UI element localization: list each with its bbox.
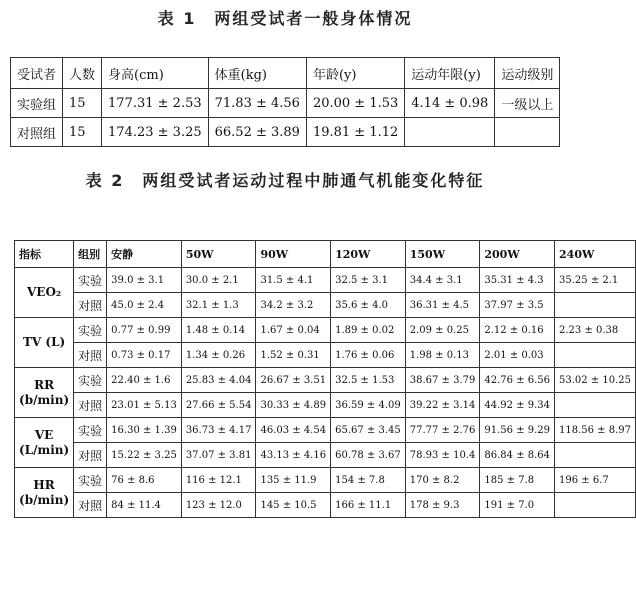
- group-cell: 对照: [74, 393, 107, 418]
- table-cell: 196 ± 6.7: [555, 468, 636, 493]
- table-cell: 34.4 ± 3.1: [405, 268, 480, 293]
- table-cell: 60.78 ± 3.67: [331, 443, 406, 468]
- table-cell: 36.73 ± 4.17: [181, 418, 256, 443]
- table-cell: 25.83 ± 4.04: [181, 368, 256, 393]
- header-cell: 120W: [331, 241, 406, 268]
- table-cell: 0.77 ± 0.99: [107, 318, 182, 343]
- header-cell: 受试者: [11, 58, 63, 89]
- table-row: [15, 343, 636, 368]
- table-row: [15, 368, 636, 393]
- table-cell: 46.03 ± 4.54: [256, 418, 331, 443]
- table-cell: 116 ± 12.1: [181, 468, 256, 493]
- table-cell: 86.84 ± 8.64: [480, 443, 555, 468]
- table-cell: 37.97 ± 3.5: [480, 293, 555, 318]
- table-row: [15, 318, 636, 343]
- table-cell: 43.13 ± 4.16: [256, 443, 331, 468]
- table-cell: [555, 393, 636, 418]
- table-cell: 4.14 ± 0.98: [405, 89, 495, 118]
- indicator-cell: HR (b/min): [15, 468, 74, 518]
- table2-caption: 表 2 两组受试者运动过程中肺通气机能变化特征: [85, 171, 485, 190]
- table-cell: 27.66 ± 5.54: [181, 393, 256, 418]
- table-row: [15, 493, 636, 518]
- table-cell: 20.00 ± 1.53: [306, 89, 404, 118]
- table-cell: 53.02 ± 10.25: [555, 368, 636, 393]
- header-cell: 50W: [181, 241, 256, 268]
- table-row: [15, 393, 636, 418]
- table-cell: 42.76 ± 6.56: [480, 368, 555, 393]
- header-cell: 指标: [15, 241, 74, 268]
- table-cell: 23.01 ± 5.13: [107, 393, 182, 418]
- indicator-cell: VEO₂: [15, 268, 74, 318]
- table-cell: 36.31 ± 4.5: [405, 293, 480, 318]
- table-cell: 16.30 ± 1.39: [107, 418, 182, 443]
- table-cell: 实验组: [11, 89, 63, 118]
- table1-caption: 表 1 两组受试者一般身体情况: [157, 9, 413, 28]
- table-cell: 135 ± 11.9: [256, 468, 331, 493]
- group-cell: 对照: [74, 293, 107, 318]
- table-cell: 26.67 ± 3.51: [256, 368, 331, 393]
- table-cell: 178 ± 9.3: [405, 493, 480, 518]
- table-cell: 76 ± 8.6: [107, 468, 182, 493]
- table-cell: 37.07 ± 3.81: [181, 443, 256, 468]
- table-cell: 39.22 ± 3.14: [405, 393, 480, 418]
- table-cell: 91.56 ± 9.29: [480, 418, 555, 443]
- header-cell: 150W: [405, 241, 480, 268]
- table-row: [11, 89, 560, 118]
- indicator-cell: RR (b/min): [15, 368, 74, 418]
- group-cell: 实验: [74, 268, 107, 293]
- table2-header-row: [15, 241, 636, 268]
- header-cell: 安静: [107, 241, 182, 268]
- table-cell: 78.93 ± 10.4: [405, 443, 480, 468]
- header-cell: 运动级别: [495, 58, 560, 89]
- table-cell: [495, 118, 560, 147]
- table-cell: 1.76 ± 0.06: [331, 343, 406, 368]
- table-cell: 65.67 ± 3.45: [331, 418, 406, 443]
- table-row: [15, 468, 636, 493]
- table-cell: 35.25 ± 2.1: [555, 268, 636, 293]
- table-cell: [555, 293, 636, 318]
- table-cell: 30.33 ± 4.89: [256, 393, 331, 418]
- table-cell: 35.6 ± 4.0: [331, 293, 406, 318]
- table-cell: 2.23 ± 0.38: [555, 318, 636, 343]
- table-cell: 1.34 ± 0.26: [181, 343, 256, 368]
- table-cell: 145 ± 10.5: [256, 493, 331, 518]
- table-cell: 32.5 ± 1.53: [331, 368, 406, 393]
- table-cell: 32.1 ± 1.3: [181, 293, 256, 318]
- table-cell: 2.12 ± 0.16: [480, 318, 555, 343]
- table-cell: 84 ± 11.4: [107, 493, 182, 518]
- table-cell: 38.67 ± 3.79: [405, 368, 480, 393]
- header-cell: 90W: [256, 241, 331, 268]
- table-cell: 1.89 ± 0.02: [331, 318, 406, 343]
- table-cell: 30.0 ± 2.1: [181, 268, 256, 293]
- table-cell: 177.31 ± 2.53: [102, 89, 209, 118]
- table-row: [15, 418, 636, 443]
- table-cell: 154 ± 7.8: [331, 468, 406, 493]
- table-cell: 36.59 ± 4.09: [331, 393, 406, 418]
- table-cell: 174.23 ± 3.25: [102, 118, 209, 147]
- table-cell: 170 ± 8.2: [405, 468, 480, 493]
- table-cell: 2.01 ± 0.03: [480, 343, 555, 368]
- header-cell: 组别: [74, 241, 107, 268]
- header-cell: 运动年限(y): [405, 58, 495, 89]
- table-row: [15, 443, 636, 468]
- table-cell: 123 ± 12.0: [181, 493, 256, 518]
- table-cell: 2.09 ± 0.25: [405, 318, 480, 343]
- table-cell: 31.5 ± 4.1: [256, 268, 331, 293]
- table-cell: 44.92 ± 9.34: [480, 393, 555, 418]
- group-cell: 实验: [74, 368, 107, 393]
- table-cell: 1.48 ± 0.14: [181, 318, 256, 343]
- indicator-cell: TV (L): [15, 318, 74, 368]
- table-cell: [555, 493, 636, 518]
- table-cell: [405, 118, 495, 147]
- group-cell: 对照: [74, 493, 107, 518]
- table-cell: 35.31 ± 4.3: [480, 268, 555, 293]
- table-cell: 191 ± 7.0: [480, 493, 555, 518]
- table-cell: 185 ± 7.8: [480, 468, 555, 493]
- table-cell: [555, 443, 636, 468]
- group-cell: 实验: [74, 468, 107, 493]
- table-cell: 19.81 ± 1.12: [306, 118, 404, 147]
- table-cell: 71.83 ± 4.56: [208, 89, 306, 118]
- table-cell: [555, 343, 636, 368]
- table1-header-row: [11, 58, 560, 89]
- table-cell: 22.40 ± 1.6: [107, 368, 182, 393]
- table-cell: 15.22 ± 3.25: [107, 443, 182, 468]
- table-cell: 1.67 ± 0.04: [256, 318, 331, 343]
- table2-body: [15, 268, 636, 518]
- header-cell: 200W: [480, 241, 555, 268]
- table-cell: 对照组: [11, 118, 63, 147]
- group-cell: 对照: [74, 443, 107, 468]
- table-cell: 66.52 ± 3.89: [208, 118, 306, 147]
- group-cell: 对照: [74, 343, 107, 368]
- group-cell: 实验: [74, 418, 107, 443]
- header-cell: 年龄(y): [306, 58, 404, 89]
- table2: [14, 240, 636, 518]
- table-cell: 166 ± 11.1: [331, 493, 406, 518]
- indicator-cell: VE (L/min): [15, 418, 74, 468]
- table-cell: 0.73 ± 0.17: [107, 343, 182, 368]
- table-cell: 118.56 ± 8.97: [555, 418, 636, 443]
- table-cell: 34.2 ± 3.2: [256, 293, 331, 318]
- table-cell: 77.77 ± 2.76: [405, 418, 480, 443]
- table-cell: 39.0 ± 3.1: [107, 268, 182, 293]
- header-cell: 体重(kg): [208, 58, 306, 89]
- header-cell: 人数: [63, 58, 102, 89]
- table-cell: 1.52 ± 0.31: [256, 343, 331, 368]
- table-cell: 15: [63, 89, 102, 118]
- table-cell: 1.98 ± 0.13: [405, 343, 480, 368]
- header-cell: 身高(cm): [102, 58, 209, 89]
- table-row: [15, 268, 636, 293]
- table-row: [15, 293, 636, 318]
- table-cell: 一级以上: [495, 89, 560, 118]
- group-cell: 实验: [74, 318, 107, 343]
- table-cell: 15: [63, 118, 102, 147]
- table1: [10, 57, 560, 147]
- table-row: [11, 118, 560, 147]
- header-cell: 240W: [555, 241, 636, 268]
- table-cell: 32.5 ± 3.1: [331, 268, 406, 293]
- table-cell: 45.0 ± 2.4: [107, 293, 182, 318]
